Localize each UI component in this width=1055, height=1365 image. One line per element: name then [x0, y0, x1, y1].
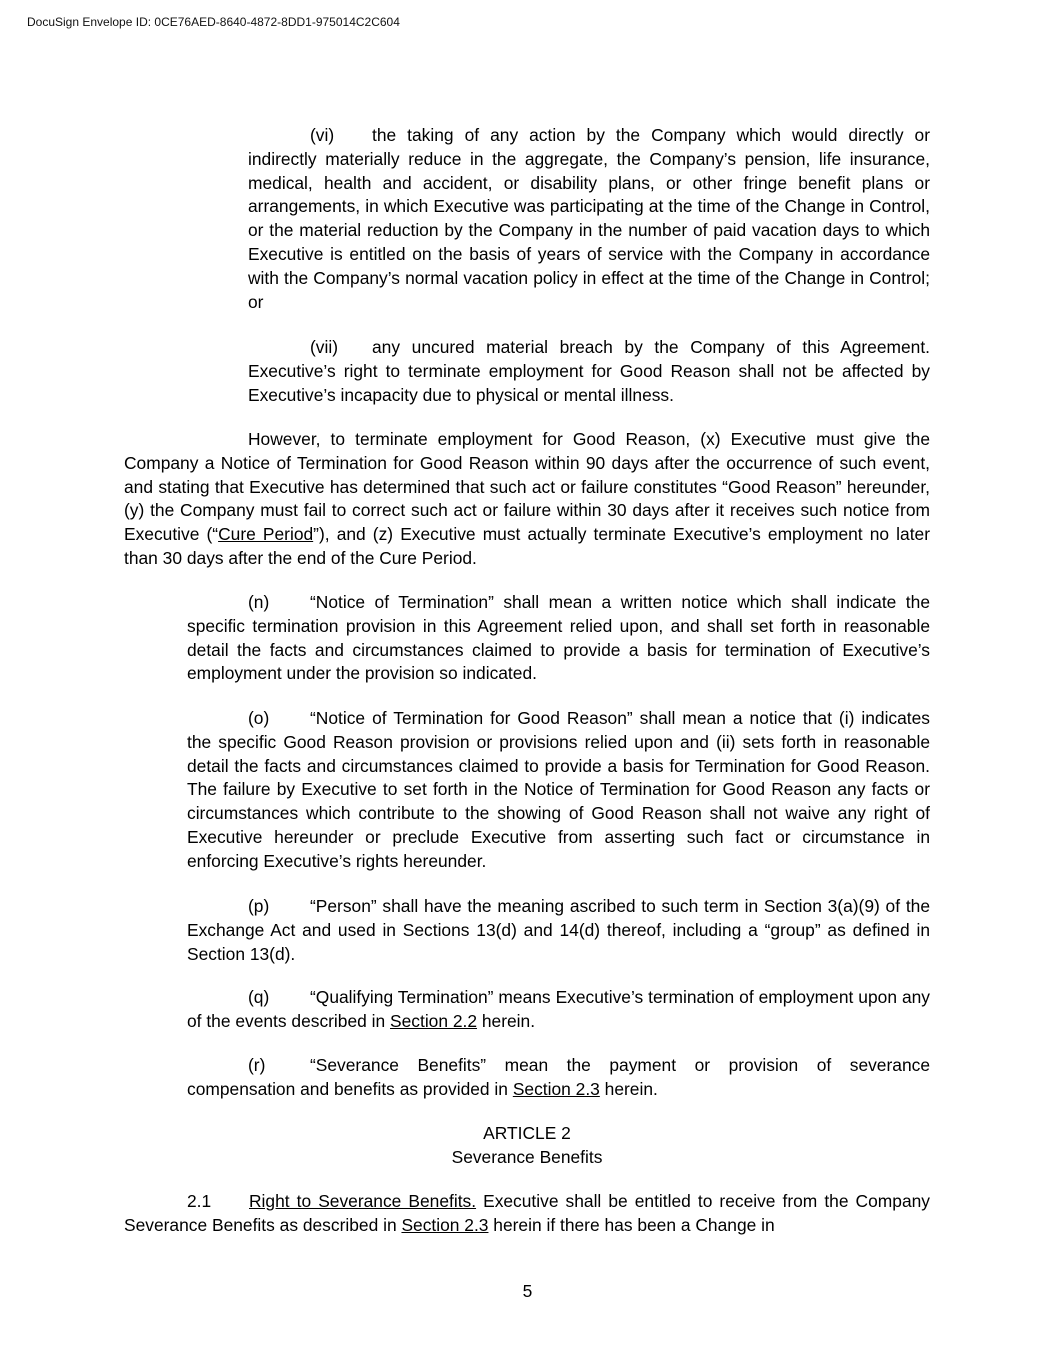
definition-r-text-after: herein. — [599, 1078, 658, 1099]
however-text-before: However, to terminate employment for Good Reason, (x) Executive must give the Company a Notice of Termination for Good Reason within 90 days after the occurrence of such event, and stating that Executive has determined that such act or failure constitutes “Good Reason” hereunder, (y) the Company must fail to correct such act or failure within 30 days after it receives such notice from Executive (“ — [124, 429, 930, 545]
definition-r-text-before: “Severance Benefits” mean the payment or provision of severance compensation and benefits as provided in — [187, 1055, 930, 1099]
section-2-1-title: Right to Severance Benefits. — [249, 1191, 477, 1211]
section-2-3-link-2[interactable]: Section 2.3 — [401, 1214, 489, 1235]
definition-n-text: “Notice of Termination” shall mean a written notice which shall indicate the specific termination provision in this Agreement relied upon, and shall set forth in reasonable detail the facts and circumstances claimed to provide a basis for termination of Executive’s employment under the provision so indicated. — [187, 592, 930, 684]
clause-vii-text: any uncured material breach by the Company of this Agreement. Executive’s right to terminate employment for Good Reason shall not be affected by Executive’s incapacity due to physical or mental illness. — [248, 337, 930, 405]
article-subheading: Severance Benefits — [451, 1147, 603, 1167]
section-2-1-number: 2.1 — [187, 1191, 212, 1211]
section-2-1-text-after: herein if there has been a Change in — [488, 1214, 775, 1235]
section-2-1 — [124, 1190, 930, 1238]
section-2-2-link[interactable]: Section 2.2 — [390, 1010, 478, 1031]
definition-p-label: (p) — [248, 896, 270, 916]
section-2-1-text-before: Executive shall be entitled to receive from the Company Severance Benefits as described in — [124, 1191, 930, 1235]
definition-q — [187, 986, 930, 1034]
definition-r — [187, 1054, 930, 1102]
section-2-3-link[interactable]: Section 2.3 — [512, 1078, 600, 1099]
definition-n — [187, 591, 930, 686]
however-text-after: ”), and (z) Executive must actually terminate Executive’s employment no later than 30 days after the end of the Cure Period. — [124, 524, 931, 568]
clause-vii — [248, 336, 930, 407]
clause-vi-text: the taking of any action by the Company which would directly or indirectly materially reduce in the aggregate, the Company’s pension, life insurance, medical, health and accident, or disability plans, or other fringe benefit plans or arrangements, in which Executive was participating at the time of the Change in Control, or the material reduction by the Company in the number of paid vacation days to which Executive is entitled on the basis of years of service with the Company in accordance with the Company’s normal vacation policy in effect at the time of the Change in Control; or — [248, 125, 930, 312]
cure-period-term: Cure Period — [218, 524, 314, 545]
definition-q-text-after: herein. — [477, 1010, 536, 1031]
definition-p-text: “Person” shall have the meaning ascribed to such term in Section 3(a)(9) of the Exchange Act and used in Sections 13(d) and 14(d) thereof, including a “group” as defined in Section 13(d). — [187, 896, 930, 964]
docusign-envelope-id: DocuSign Envelope ID: 0CE76AED-8640-4872-8DD1-975014C2C604 — [27, 15, 400, 29]
clause-vii-label: (vii) — [310, 337, 339, 357]
clause-vi-label: (vi) — [310, 125, 335, 145]
article-heading: ARTICLE 2 — [483, 1123, 571, 1143]
definition-q-label: (q) — [248, 987, 270, 1007]
however-paragraph — [124, 428, 930, 571]
definition-o — [187, 707, 930, 874]
definition-o-label: (o) — [248, 708, 270, 728]
definition-o-text: “Notice of Termination for Good Reason” shall mean a notice that (i) indicates the specific Good Reason provision or provisions relied upon and (ii) sets forth in reasonable detail the facts and circumstances claimed to provide a basis for Termination for Good Reason. The failure by Executive to set forth in the Notice of Termination for Good Reason any facts or circumstances which contribute to the showing of Good Reason shall not waive any right of Executive hereunder or preclude Executive from asserting such fact or circumstance in enforcing Executive’s rights hereunder. — [187, 708, 930, 871]
definition-p — [187, 895, 930, 966]
definition-q-text-before: “Qualifying Termination” means Executive’s termination of employment upon any of the events described in — [187, 987, 930, 1031]
clause-vi — [248, 124, 930, 314]
page-number: 5 — [522, 1281, 533, 1301]
definition-r-label: (r) — [248, 1055, 266, 1075]
definition-n-label: (n) — [248, 592, 270, 612]
